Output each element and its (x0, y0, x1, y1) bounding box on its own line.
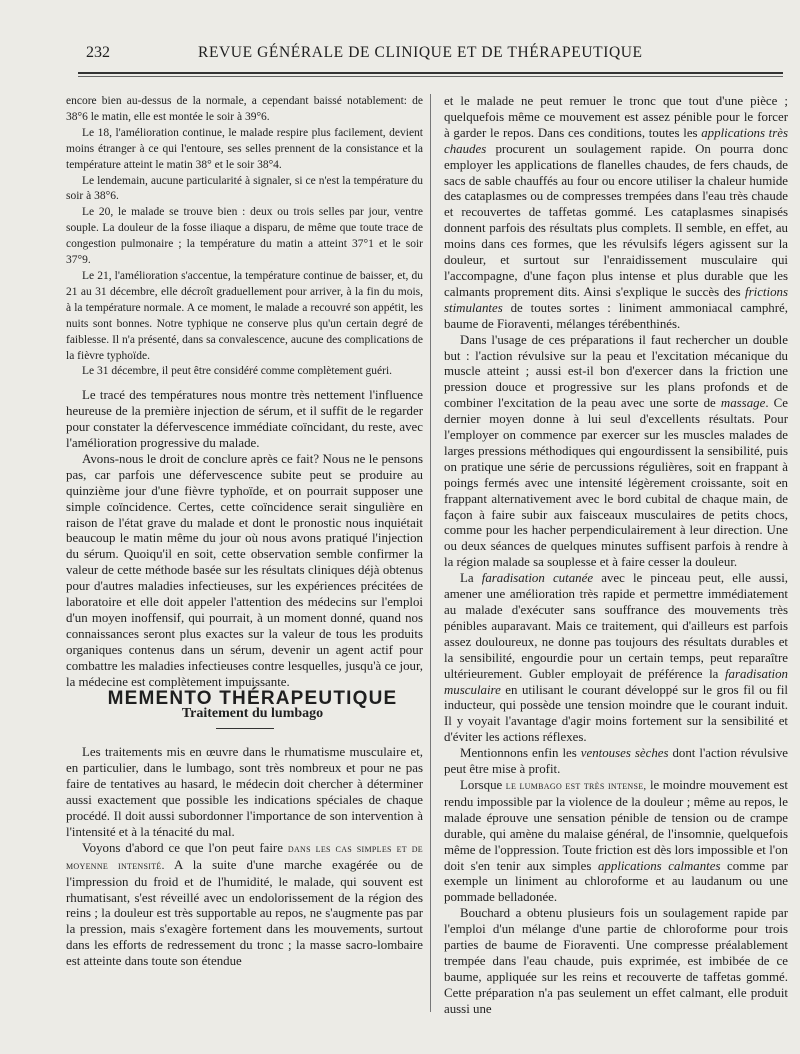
paragraph: Le lendemain, aucune particularité à signaler, si ce n'est la température du soir à 38°6. (66, 174, 423, 203)
paragraph: Le 18, l'amélioration continue, le malade respire plus facilement, devient moins étranger à ce qui l'entoure, ses selles prennent de la consistance et la température atteint le matin 38° et le soir 38°4. (66, 126, 423, 171)
italic-text: massage (720, 396, 766, 411)
text-run: La (460, 571, 482, 586)
text-run: de toutes sortes : liniment ammoniacal camphré, baume de Fioraventi, mélanges térébenthinés. (444, 300, 788, 331)
paragraph: encore bien au-dessus de la normale, a cependant baissé notablement: de 38°6 le matin, elle est montée le soir à 39°6. (66, 95, 423, 123)
text-run: avec le pinceau peut, elle aussi, amener une amélioration très rapide et permettre immédiatement au malade d'exécuter sans souffrance des mouvements très pénibles auparavant. Mais ce traitement, qui d'ailleurs est parfois assez douloureux, ne donne pas toujours des résultats durables et la sensibilité, engourdie pour un certain temps, peut reparaître ultérieurement. Gubler employait de préférence la (444, 571, 788, 681)
page-header (78, 44, 778, 74)
header-rule (78, 72, 783, 74)
small-caps-text: le lumbago est très intense, (505, 779, 647, 792)
text-run: Mentionnons enfin les (460, 746, 581, 761)
text-run: dont l'action révulsive peut être mise à profit. (444, 746, 788, 777)
italic-text: frictions stimulantes (444, 284, 788, 315)
left-column (66, 94, 423, 970)
text-run: en utilisant le courant développé sur le gros fil ou fil inducteur, qui possède une tension moindre que le courant induit. Il y voyait l'avantage d'agir moins fortement sur la sensibilité et d'éviter les actions réflexes. (444, 682, 788, 745)
text-run: procurent un soulagement rapide. On pourra donc employer les applications de flanelles chaudes, de fers chauds, de sacs de sable chauffés au four ou encore utiliser la chaleur humide des cataplasmes ou de compresses trempées dans l'eau très chaude et recouvertes de taffetas gommé. Les cataplasmes sinapisés donnent parfois des résultats plus complets. Il semble, en effet, au moins dans ces formes, que les révulsifs légers agissent sur la douleur, et surtout sur l'enraidissement musculaire qui l'accompagne, d'une façon plus intense et plus durable que les calmants proprement dits. Ainsi s'explique le succès des (444, 141, 788, 299)
paragraph: Le 31 décembre, il peut être considéré comme complètement guéri. (82, 365, 393, 378)
paragraph: Avons-nous le droit de conclure après ce fait? Nous ne le pensons pas, car parfois une défervescence subite peut se produire au quinzième jour d'une fièvre typhoïde, et on pourrait supposer une simple coïncidence. Certes, cette coïncidence serait singulière en raison de l'état grave du malade et dont le pronostic nous inquiétait beaucoup le matin même du jour où nous avons pratiqué l'injection du sérum. Quoiqu'il en soit, cette observation semble confirmer la valeur de cette méthode basée sur les résultats cliniques déjà obtenus pour d'autres maladies infectieuses, sur les expériences précitées de laboratoire et elle doit appeler l'attention des médecins sur l'emploi d'un moyen inoffensif, qui pourrait, à un moment donné, quand nos connaissances seront plus exactes sur la valeur de tous les produits organiques contenus dans un sérum, devenir un agent actif pour combattre les maladies infectieuses contre lesquelles, jusqu'à ce jour, la médecine est complètement impuissante. (66, 451, 423, 689)
text-run: . Ce dernier moyen donne à lui seul d'excellents résultats. Pour l'employer on commence par exercer sur les muscles malades de larges pressions méthodiques qui engourdissent la sensibilité, puis on pratique une série de percussions régulières, soit en frappant à poings fermés avec une intensité légèrement croissante, soit en frappant alternativement avec le bord cubital de chaque main, de façon à faire subir aux faisceaux musculaires de petits chocs, comme pour les hacher perpendiculairement à leur direction. Une ou deux séances de quelques minutes suffisent parfois à rendre à la région malade sa souplesse et à faire cesser la douleur. (444, 396, 788, 570)
paragraph: Le tracé des températures nous montre très nettement l'influence heureuse de la première injection de sérum, et il suffit de le regarder pour constater la défervescence immédiate coïncidant, du reste, avec l'amélioration progressive du malade. (66, 388, 423, 451)
text-run: Voyons d'abord ce que l'on peut faire (82, 840, 288, 855)
text-run: Lorsque (460, 777, 506, 792)
italic-text: faradisation cutanée (481, 571, 594, 586)
italic-text: applications calmantes (597, 858, 721, 873)
text-run: comme par exemple un liniment au chloroforme et au laudanum ou une pommade belladonée. (444, 858, 788, 905)
paragraph: Les traitements mis en œuvre dans le rhumatisme musculaire et, en particulier, dans le lumbago, sont très nombreux et pour ne pas faire de tentatives au hasard, le médecin doit chercher à déterminer aussi exactement que possible les indications spéciales de chaque procédé. Il doit aussi subordonner l'importance de son intervention à l'intensité et à la ténacité du mal. (66, 745, 423, 839)
paragraph (444, 94, 788, 333)
right-column (444, 94, 788, 1044)
italic-text: ventouses sèches (580, 746, 669, 761)
paragraph (444, 778, 788, 906)
title-rule (216, 728, 274, 729)
paragraph: Le 20, le malade se trouve bien : deux ou trois selles par jour, ventre souple. La douleur de la fosse iliaque a disparu, de même que toute trace de congestion pulmonaire ; la température du matin a atteint 37°1 et le soir 37°9. (66, 206, 423, 267)
italic-text: faradisation musculaire (444, 666, 788, 697)
small-caps-text: dans les cas simples et de moyenne intensité. (66, 842, 423, 872)
header-rule-thin (78, 76, 783, 77)
paragraph (444, 333, 788, 572)
italic-text: applications très chaudes (444, 125, 788, 156)
section-heading: MEMENTO THÉRAPEUTIQUE (107, 687, 398, 709)
text-run: et le malade ne peut remuer le tronc que tout d'une pièce ; quelquefois même ce mouvement est assez pénible pour le forcer à garder le repos. Dans ces conditions, toutes les (444, 94, 788, 140)
article-title: Traitement du lumbago (181, 706, 324, 722)
page-number: 232 (86, 44, 110, 61)
text-run: A la suite d'une marche exagérée ou de l'impression du froid et de l'humidité, le malade, qui souvent est rhumatisant, s'est réveillé avec un endolorissement de la région des reins ; la douleur est très supportable au repos, ne s'augmente pas par la pression, mais s'exagère fortement dans les mouvements, surtout dans les efforts de redressement du tronc ; la masse sacro-lombaire est atteinte dans toute son étendue (66, 857, 423, 969)
text-run: le moindre mouvement est rendu impossible par la violence de la douleur ; même au repos, le malade éprouve une sensation pénible de tension ou de crampe durable, qui amène du malaise général, de l'insomnie, quelquefois même de l'oppression. Toute friction est dès lors impossible et l'on doit s'en tenir aux simples (444, 777, 788, 873)
paragraph: Le 21, l'amélioration s'accentue, la température continue de baisser, et, du 21 au 31 décembre, elle décroît graduellement pour arriver, à la fin du mois, à la température normale. A ce moment, le malade a recouvré son appétit, les nuits sont bonnes. Notre typhique ne conserve plus qu'un certain degré de faiblesse. Il n'a présenté, dans sa convalescence, aucune des complications de la fièvre typhoïde. (66, 269, 423, 362)
paragraph (444, 746, 788, 778)
running-title: REVUE GÉNÉRALE DE CLINIQUE ET DE THÉRAPEUTIQUE (198, 44, 643, 61)
column-divider (430, 94, 431, 1012)
text-run: Dans l'usage de ces préparations il faut rechercher un double but : l'action révulsive sur la peau et l'excitation mécanique du muscle atteint ; aussi est-il bon d'exercer dans la friction une pression douce et progressive sur les plans profonds et de combiner l'excitation de la peau avec une sorte de (444, 332, 788, 411)
paragraph (444, 571, 788, 746)
paragraph (66, 841, 423, 970)
paragraph: Bouchard a obtenu plusieurs fois un soulagement rapide par l'emploi d'un mélange d'une partie de chloroforme pour trois parties de baume de Fioraventi. Une compresse préalablement trempée dans l'eau chaude, puis exprimée, est imbibée de ce baume, appliquée sur les reins et recouverte de taffetas gommé. Cette préparation n'a pas seulement un effet calmant, elle produit aussi une (444, 906, 788, 1016)
